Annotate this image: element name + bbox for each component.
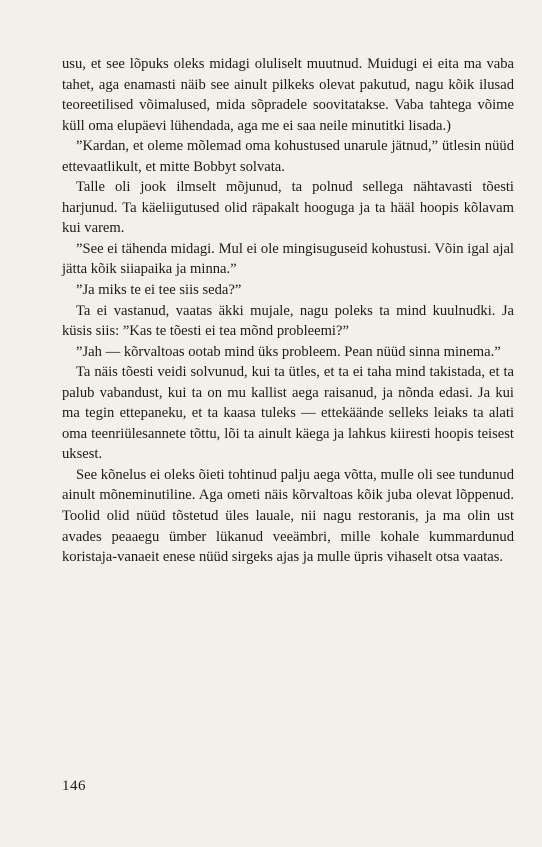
paragraph: ”See ei tähenda midagi. Mul ei ole mingisuguseid kohustusi. Võin igal ajal jätta kõik siiapaika ja minna.” xyxy=(62,240,514,278)
paragraph: ”Ja miks te ei tee siis seda?” xyxy=(76,282,242,299)
paragraph: ”Kardan, et oleme mõlemad oma kohustused unarule jätnud,” ütlesin nüüd ettevaatlikult, et mitte Bobbyt solvata. xyxy=(62,138,514,175)
paragraph: usu, et see lõpuks oleks midagi oluliselt muutnud. Muidugi ei eita ma vaba tahet, aga enamasti näib see ainult pilkeks olevat pakutud, nagu kõik ilusad teoreetilised võimalused, mida sõpradele soovitatakse. Vaba tahtega võime küll oma elupäevi lühendada, aga me ei saa neile minutitki lisada.) xyxy=(62,56,514,134)
paragraph: See kõnelus ei oleks õieti tohtinud palju aega võtta, mulle oli see tundunud ainult mõneminutiline. Aga ometi näis kõrvaltoas kõik juba olevat lõppenud. Toolid olid nüüd tõstetud üles lauale, nii nagu restoranis, ja ma olin ust avades peaaegu ümber lükanud veeämbri, mille kohale kummardunud koristaja-vanaeit enese nüüd sirgeks ajas ja mulle üpris vihaselt otsa vaatas. xyxy=(62,466,514,566)
body-text xyxy=(62,54,514,568)
paragraph: Ta näis tõesti veidi solvunud, kui ta ütles, et ta ei taha mind takistada, et ta palub vabandust, kui ta on mu kallist aega raisanud, ja nõnda edasi. Ja kui ma tegin ettepaneku, et ta kaasa tuleks — ettekäände selleks leiaks ta alati oma teenriülesannete tõttu, lõi ta ainult käega ja lahkus kiiresti hoopis teisest uksest. xyxy=(62,364,514,463)
page-number: 146 xyxy=(62,778,86,794)
paragraph: Talle oli jook ilmselt mõjunud, ta polnud sellega nähtavasti tõesti harjunud. Ta käeliigutused olid räpakalt hooguga ja ta hääl hoopis kõlavam kui varem. xyxy=(62,179,514,237)
paragraph: Ta ei vastanud, vaatas äkki mujale, nagu poleks ta mind kuulnudki. Ja küsis siis: ”Kas te tõesti ei tea mõnd probleemi?” xyxy=(62,302,514,340)
paragraph: ”Jah — kõrvaltoas ootab mind üks probleem. Pean nüüd sinna minema.” xyxy=(76,343,501,360)
